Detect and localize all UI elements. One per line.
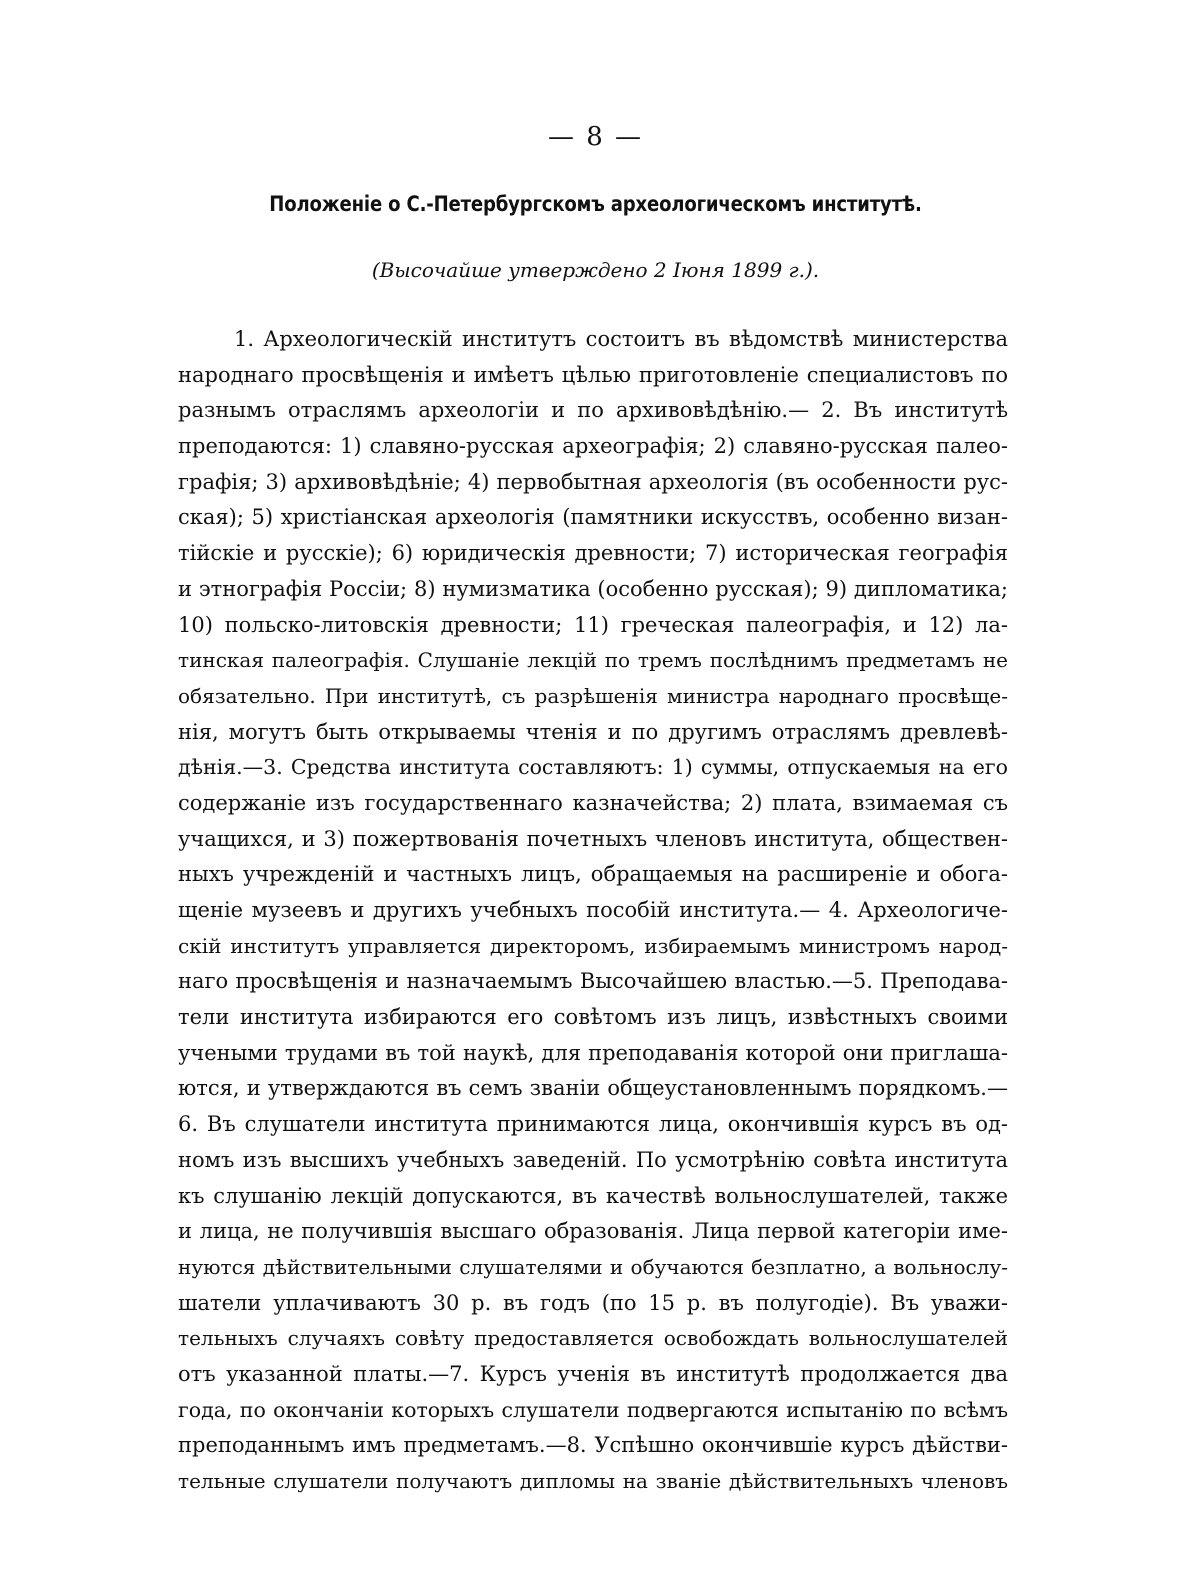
text-line: 1. Археологическій институтъ состоитъ въ вѣдомствѣ министерства: [234, 327, 1008, 351]
page-number: — 8 —: [547, 122, 644, 152]
text-line: ются, и утверждаются въ семъ званіи общеустановленнымъ порядкомъ.—: [178, 1076, 1008, 1101]
text-line: народнаго просвѣщенія и имѣетъ цѣлью приготовленіе специалистовъ по: [178, 362, 1008, 387]
text-line: тельные слушатели получаютъ дипломы на званіе дѣйствительныхъ членовъ: [178, 1469, 1008, 1493]
section-title: Положеніе о С.-Петербургскомъ археологическомъ институтѣ.: [269, 192, 922, 216]
text-line: и лица, не получившія высшаго образованія. Лица первой категоріи име-: [178, 1219, 1008, 1244]
approval-note: (Высочайше утверждено 2 Іюня 1899 г.).: [371, 258, 820, 282]
text-line: тели института избираются его совѣтомъ изъ лицъ, извѣстныхъ своими: [178, 1005, 1008, 1030]
text-line: тинская палеографія. Слушаніе лекцій по тремъ послѣднимъ предметамъ не: [178, 648, 1008, 673]
text-line: обязательно. При институтѣ, съ разрѣшенія министра народнаго просвѣще-: [178, 683, 1008, 708]
text-line: номъ изъ высшихъ учебныхъ заведеній. По усмотрѣнію совѣта института: [178, 1147, 1008, 1172]
text-line: скій институтъ управляется директоромъ, избираемымъ министромъ народ-: [178, 933, 1008, 958]
text-line: разнымъ отраслямъ археологіи и по архивовѣдѣнію.— 2. Въ институтѣ: [178, 398, 1008, 423]
text-line: учащихся, и 3) пожертвованія почетныхъ членовъ института, обществен-: [178, 826, 1008, 851]
text-line: тійскіе и русскіе); 6) юридическія древности; 7) историческая географія: [178, 541, 1008, 566]
text-line: преподаются: 1) славяно-русская археографія; 2) славяно-русская палео-: [178, 434, 1008, 459]
text-line: ская); 5) христіанская археологія (памятники искусствъ, особенно визан-: [178, 505, 1008, 530]
text-line: ныхъ учрежденій и частныхъ лицъ, обращаемыя на расширеніе и обога-: [178, 862, 1008, 887]
text-line: къ слушанію лекцій допускаются, въ качествѣ вольнослушателей, также: [178, 1183, 1008, 1208]
text-line: 10) польско-литовскія древности; 11) греческая палеографія, и 12) ла-: [178, 612, 1008, 637]
text-line: шатели уплачиваютъ 30 р. въ годъ (по 15 р. въ полугодіе). Въ уважи-: [178, 1290, 1008, 1315]
text-line: 6. Въ слушатели института принимаются лица, окончившія курсъ въ од-: [178, 1112, 1008, 1137]
text-line: содержаніе изъ государственнаго казначейства; 2) плата, взимаемая съ: [178, 790, 1008, 815]
text-line: года, по окончаніи которыхъ слушатели подвергаются испытанію по всѣмъ: [178, 1397, 1008, 1422]
text-line: и этнографія Россіи; 8) нумизматика (особенно русская); 9) дипломатика;: [178, 576, 1008, 601]
text-line: нуются дѣйствительными слушателями и обучаются безплатно, а вольнослу-: [178, 1254, 1008, 1279]
text-line: тельныхъ случаяхъ совѣту предоставляется освобождать вольнослушателей: [178, 1326, 1008, 1351]
text-line: дѣнія.—3. Средства института составляютъ: 1) суммы, отпускаемыя на его: [178, 755, 1008, 780]
body-text: [178, 322, 1008, 1500]
text-line: преподаннымъ имъ предметамъ.—8. Успѣшно окончившіе курсъ дѣйстви-: [178, 1433, 1008, 1458]
text-line: графія; 3) архивовѣдѣніе; 4) первобытная археологія (въ особенности рус-: [178, 469, 1008, 494]
text-line: наго просвѣщенія и назначаемымъ Высочайшею властью.—5. Преподава-: [178, 969, 1008, 994]
text-line: отъ указанной платы.—7. Курсъ ученія въ институтѣ продолжается два: [178, 1361, 1008, 1386]
text-line: учеными трудами въ той наукѣ, для преподаванія которой они приглаша-: [178, 1040, 1008, 1065]
text-line: нія, могутъ быть открываемы чтенія и по другимъ отраслямъ древлевѣ-: [178, 719, 1008, 744]
text-line: щеніе музеевъ и другихъ учебныхъ пособій института.— 4. Археологиче-: [178, 898, 1008, 922]
